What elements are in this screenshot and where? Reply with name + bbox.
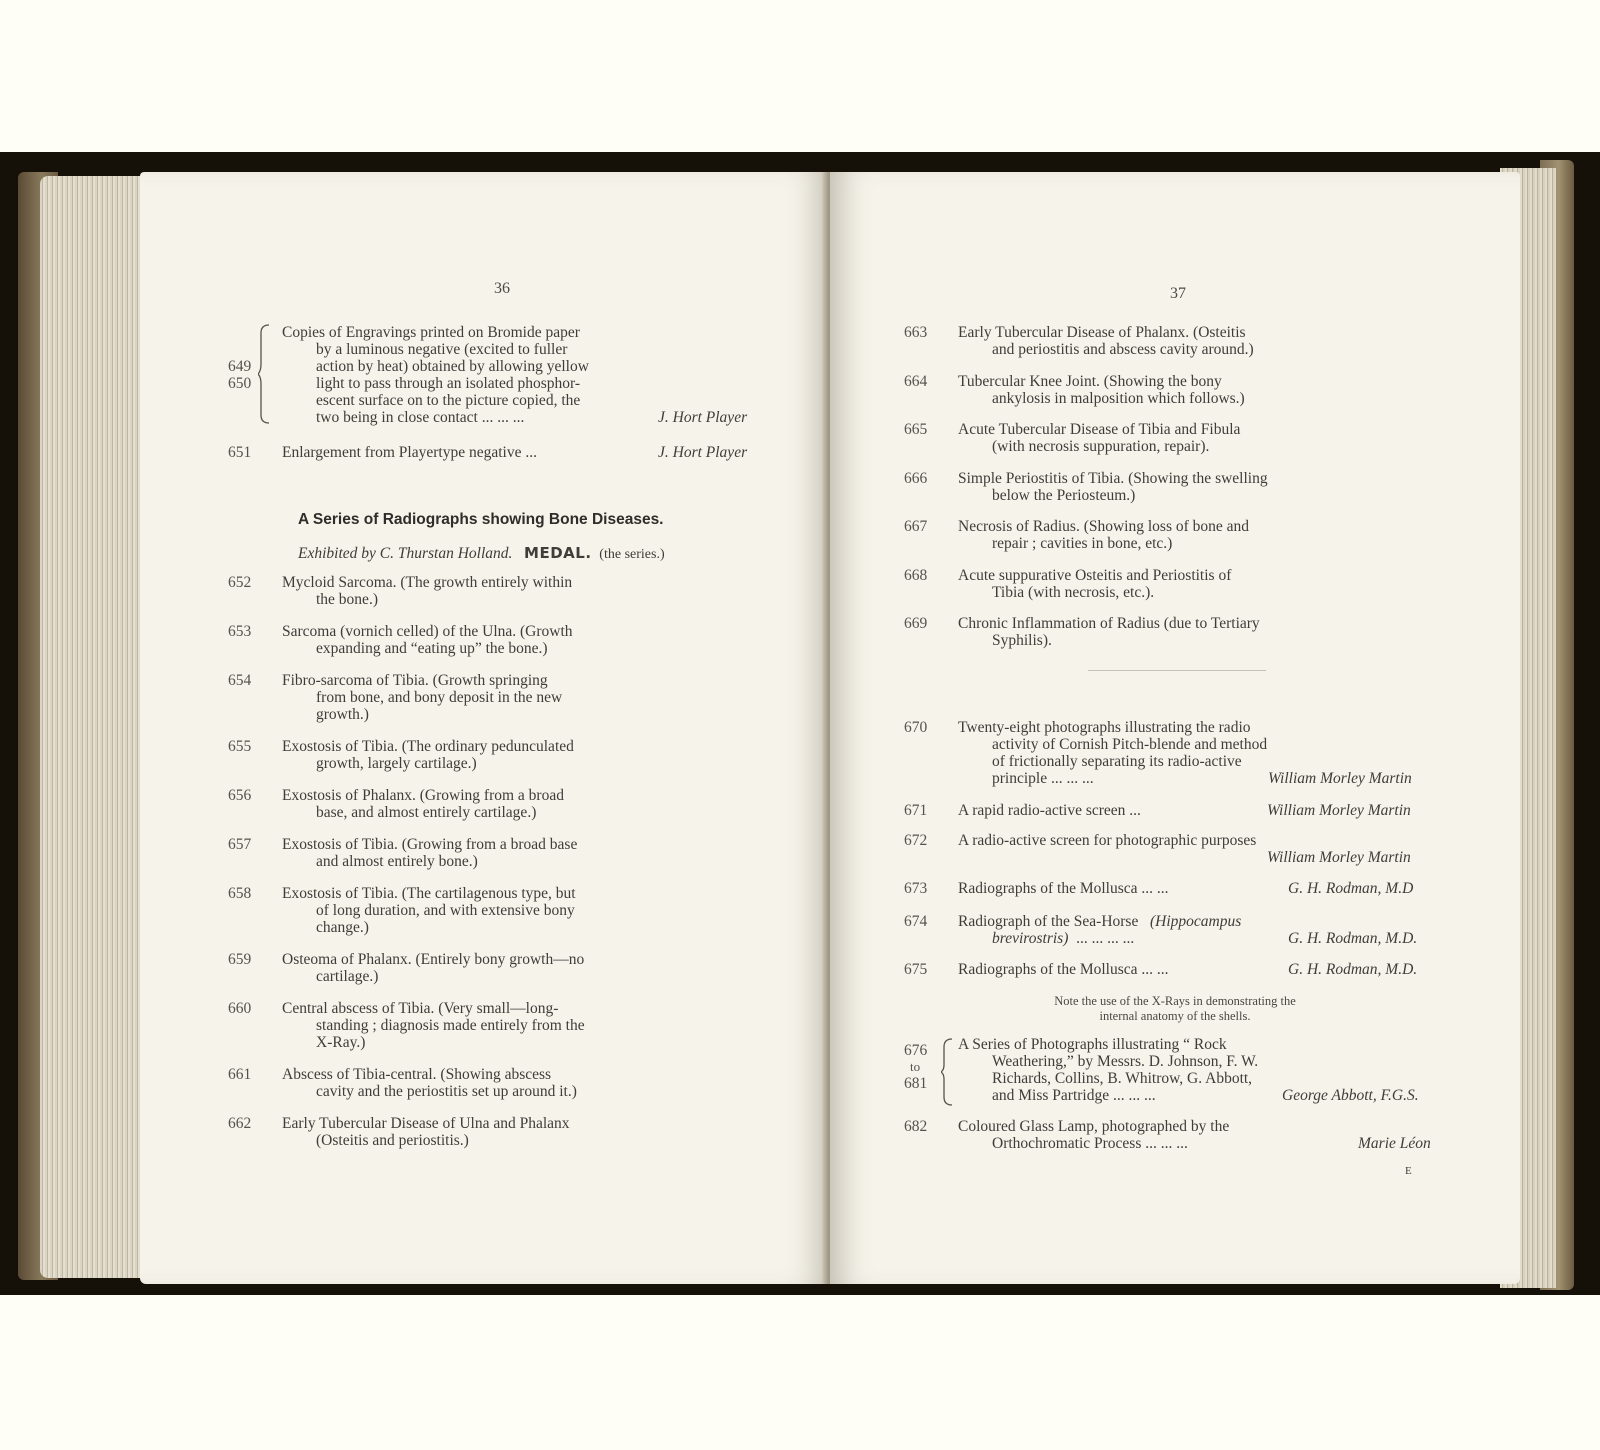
entry-number: 653 (228, 623, 252, 640)
exhibitor-name: G. H. Rodman, M.D (1288, 880, 1414, 897)
entry-line: Early Tubercular Disease of Ulna and Phalanx (282, 1115, 570, 1132)
entry-line: Exostosis of Tibia. (The ordinary pedunculated (282, 738, 574, 755)
catalogue-entry (282, 1115, 647, 1149)
entry-number: 649 (228, 358, 252, 375)
entry-text: Radiographs of the Mollusca ... ... (958, 961, 1169, 978)
species-name: brevirostris) (992, 930, 1069, 947)
exhibitor-name: J. Hort Player (658, 409, 748, 426)
entry-line: cartilage.) (316, 968, 379, 985)
entry-line: two being in close contact ... ... ... (316, 409, 525, 426)
entry-line: cavity and the periostitis set up around it.) (316, 1083, 577, 1100)
entry-line: Coloured Glass Lamp, photographed by the (958, 1118, 1230, 1135)
entry-line: Acute Tubercular Disease of Tibia and Fibula (958, 421, 1241, 438)
entry-number: 667 (904, 518, 928, 535)
signature-mark: E (1405, 1165, 1412, 1177)
entry-line: Abscess of Tibia-central. (Showing abscess (282, 1066, 552, 1083)
exhibitor-name: George Abbott, F.G.S. (1282, 1087, 1419, 1104)
entry-number: 666 (904, 469, 928, 487)
entry-line: Exostosis of Phalanx. (Growing from a broad (282, 787, 564, 804)
exhibitor-name: William Morley Martin (1267, 802, 1411, 819)
entry-text: A rapid radio-active screen ... (958, 802, 1141, 819)
bracket-brace (941, 1038, 955, 1106)
entry-number: 682 (904, 1118, 928, 1135)
entry-line: Weathering,” by Messrs. D. Johnson, F. W. (992, 1053, 1259, 1070)
entry-number: 670 (904, 719, 928, 736)
catalogue-entry (282, 1066, 647, 1100)
entry-line: Simple Periostitis of Tibia. (Showing the swelling (958, 469, 1268, 487)
entry-line: Central abscess of Tibia. (Very small—long- (282, 1000, 559, 1017)
catalogue-entry (958, 373, 1320, 407)
entry-number: 673 (904, 880, 928, 897)
entry-note (1010, 994, 1340, 1024)
entry-number: 661 (228, 1066, 252, 1083)
section-heading: A Series of Radiographs showing Bone Diseases. (298, 511, 664, 528)
catalogue-entry (282, 951, 647, 985)
entry-text: Radiographs of the Mollusca ... ... (958, 880, 1169, 897)
medal-label: MEDAL. (524, 544, 592, 562)
bracket-brace (258, 324, 272, 424)
entry-text (958, 913, 1241, 930)
entry-line: the bone.) (316, 591, 378, 608)
entry-line: Tubercular Knee Joint. (Showing the bony (958, 372, 1222, 390)
catalogue-entry (282, 787, 647, 821)
entry-line: Osteoma of Phalanx. (Entirely bony growth—no (282, 951, 585, 968)
entry-text: Enlargement from Playertype negative ... (282, 444, 537, 461)
catalogue-entry (958, 615, 1320, 649)
entry-number: 675 (904, 961, 928, 978)
entry-number: 664 (904, 372, 928, 390)
catalogue-entry (282, 672, 647, 723)
entry-line: Copies of Engravings printed on Bromide paper (282, 324, 580, 341)
entry-line: growth, largely cartilage.) (316, 755, 477, 772)
entry-line: change.) (316, 919, 369, 936)
entry-line: Tibia (with necrosis, etc.). (992, 583, 1155, 601)
entry-line: Mycloid Sarcoma. (The growth entirely within (282, 574, 573, 591)
catalogue-entry (282, 623, 647, 657)
entry-number: 665 (904, 421, 928, 438)
entry-line: (Osteitis and periostitis.) (316, 1132, 469, 1149)
page-number: 36 (494, 280, 510, 297)
catalogue-entry (282, 1000, 647, 1051)
entry-number: 654 (228, 672, 252, 689)
entry-number: 681 (904, 1075, 928, 1092)
entry-line: Early Tubercular Disease of Phalanx. (Osteitis (958, 324, 1246, 341)
entry-line: Orthochromatic Process ... ... ... (992, 1135, 1188, 1152)
entry-line: growth.) (316, 706, 369, 723)
catalogue-entry (958, 470, 1320, 504)
catalogue-entry (282, 574, 647, 608)
entry-number: 657 (228, 836, 252, 853)
entry-number: 652 (228, 574, 252, 591)
entry-682-text (958, 1118, 1318, 1152)
entry-number: 672 (904, 832, 928, 849)
entry-676-681-text (958, 1036, 1320, 1104)
exhibitor-name: G. H. Rodman, M.D. (1288, 961, 1418, 978)
exhibitor-name: G. H. Rodman, M.D. (1288, 930, 1418, 947)
right-page (830, 172, 1520, 1284)
catalogue-entry (958, 518, 1320, 552)
entry-line: from bone, and bony deposit in the new (316, 689, 563, 706)
entry-line: A Series of Photographs illustrating “ Rock (958, 1036, 1227, 1053)
entry-number: 662 (228, 1115, 252, 1132)
page-number: 37 (1170, 285, 1186, 302)
entry-line: action by heat) obtained by allowing yellow (316, 358, 589, 375)
entry-670-text (958, 719, 1318, 787)
entry-line: light to pass through an isolated phosphor- (316, 375, 581, 392)
entry-line: expanding and “eating up” the bone.) (316, 640, 548, 657)
note-line: internal anatomy of the shells. (1099, 1009, 1251, 1023)
catalogue-entry (958, 567, 1320, 601)
entry-line: Chronic Inflammation of Radius (due to Tertiary (958, 615, 1260, 632)
catalogue-entry (958, 324, 1320, 358)
entry-line: of frictionally separating its radio-active (992, 753, 1242, 770)
entry-number: 674 (904, 913, 928, 930)
entry-line: and periostitis and abscess cavity around.) (992, 341, 1254, 358)
entry-line: activity of Cornish Pitch-blende and method (992, 736, 1268, 753)
entry-line: Exostosis of Tibia. (The cartilagenous type, but (282, 885, 576, 902)
medal-note: (the series.) (599, 547, 665, 562)
catalogue-entry (958, 421, 1320, 455)
entry-number: 656 (228, 787, 252, 804)
catalogue-entry (282, 836, 647, 870)
entry-number: 668 (904, 566, 928, 584)
entry-line: Richards, Collins, B. Whitrow, G. Abbott, (992, 1070, 1253, 1087)
entry-number: 655 (228, 738, 252, 755)
entry-number: 658 (228, 885, 252, 902)
entry-number: 669 (904, 615, 928, 632)
entry-line: escent surface on to the picture copied, the (316, 392, 581, 409)
species-name: (Hippocampus (1149, 913, 1242, 930)
entry-line: of long duration, and with extensive bony (316, 902, 575, 919)
exhibitor-name: J. Hort Player (658, 444, 748, 461)
entry-line: Radiograph of the Sea-Horse (958, 913, 1139, 930)
entry-text (992, 930, 1134, 947)
entry-line: Syphilis). (992, 632, 1052, 649)
entry-number: 660 (228, 1000, 252, 1017)
entry-text: A radio-active screen for photographic purposes (958, 832, 1257, 849)
entry-number: 651 (228, 444, 252, 461)
section-divider (1088, 670, 1266, 671)
entry-number-connector: to (910, 1059, 921, 1074)
page-edges-left (40, 176, 150, 1278)
entry-number: 659 (228, 951, 252, 968)
entry-line: Necrosis of Radius. (Showing loss of bone and (958, 518, 1250, 535)
entry-line: repair ; cavities in bone, etc.) (992, 535, 1173, 552)
entry-line: Twenty-eight photographs illustrating the radio (958, 719, 1251, 736)
entry-649-650-text (282, 324, 647, 426)
leader-dots: ... ... ... ... (1076, 930, 1135, 947)
catalogue-entry (282, 885, 647, 936)
entry-line: standing ; diagnosis made entirely from the (316, 1017, 585, 1034)
entry-line: base, and almost entirely cartilage.) (316, 804, 537, 821)
left-page (140, 172, 828, 1284)
entry-line: by a luminous negative (excited to fuller (316, 341, 568, 358)
note-line: Note the use of the X-Rays in demonstrating the (1054, 994, 1296, 1008)
entry-number: 663 (904, 324, 928, 341)
entry-line: Fibro-sarcoma of Tibia. (Growth springing (282, 672, 548, 689)
exhibited-by: Exhibited by C. Thurstan Holland. (298, 545, 513, 562)
entry-line: Sarcoma (vornich celled) of the Ulna. (Growth (282, 623, 573, 640)
catalogue-entry (282, 738, 647, 772)
entry-number: 671 (904, 802, 928, 819)
exhibitor-name: William Morley Martin (1268, 770, 1412, 787)
exhibitor-name: Marie Léon (1358, 1135, 1431, 1152)
entry-line: and almost entirely bone.) (316, 853, 478, 870)
entry-line: Acute suppurative Osteitis and Periostitis of (958, 566, 1232, 584)
exhibitor-name: William Morley Martin (1267, 849, 1411, 866)
entry-line: Exostosis of Tibia. (Growing from a broad base (282, 836, 578, 853)
entry-line: X-Ray.) (316, 1034, 366, 1051)
entry-number: 676 (904, 1042, 928, 1059)
entry-number: 650 (228, 375, 252, 392)
entry-line: (with necrosis suppuration, repair). (992, 438, 1210, 455)
entry-line: and Miss Partridge ... ... ... (992, 1087, 1156, 1104)
entry-line: below the Periosteum.) (992, 486, 1136, 504)
exhibited-by-line (298, 545, 665, 563)
entry-line: ankylosis in malposition which follows.) (992, 389, 1245, 407)
entry-line: principle ... ... ... (992, 770, 1094, 787)
